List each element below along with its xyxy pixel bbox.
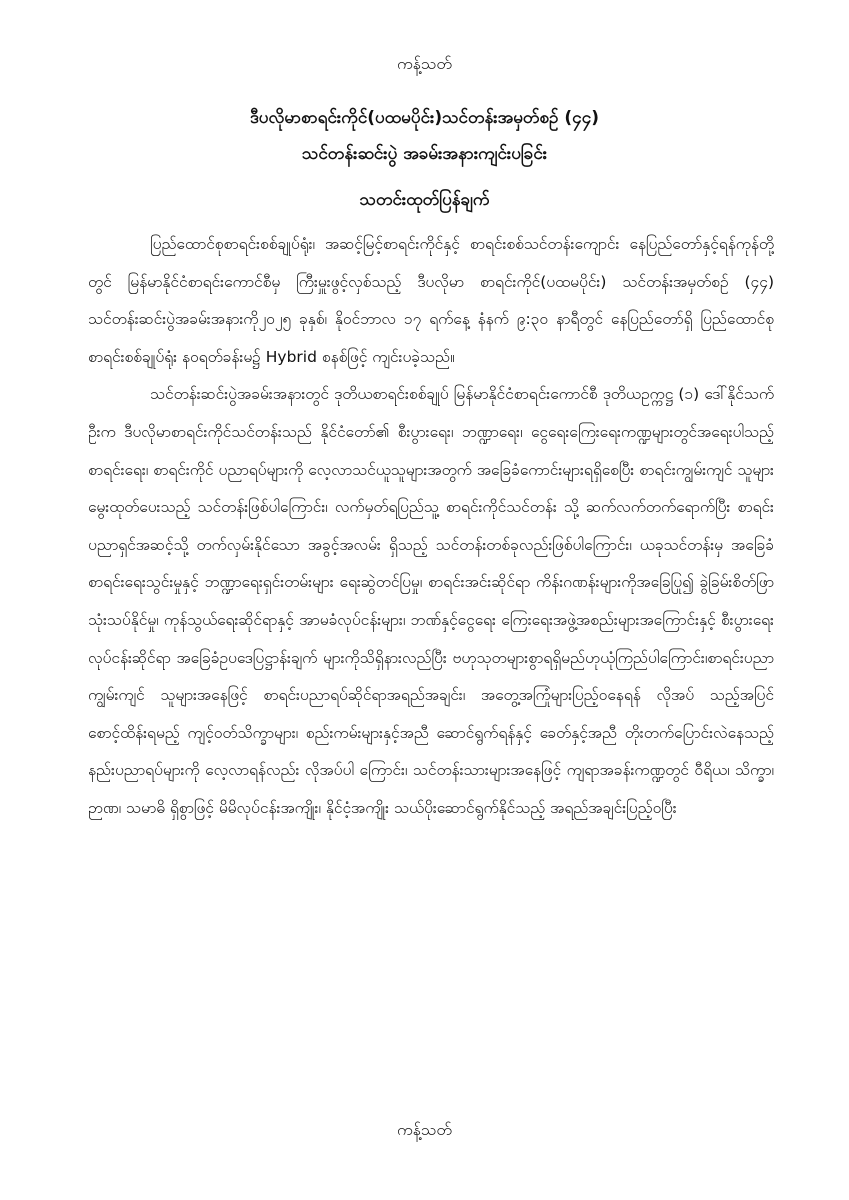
body-text (88, 226, 774, 828)
ceremony-title: သင်တန်းဆင်းပွဲ အခမ်းအနားကျင်းပခြင်း (301, 144, 548, 164)
press-release-heading: သတင်းထုတ်ပြန်ချက် (359, 190, 490, 210)
title-block (60, 100, 789, 218)
paragraph-2: သင်တန်းဆင်းပွဲအခမ်းအနားတွင် ဒုတိယစာရင်းစစ်ချုပ် မြန်မာနိုင်ငံစာရင်းကောင်စီ ဒုတိယဥက္ကဋ္ဌ (၁) ဒေါ်နိုင်သက်ဦးက ဒီပလိုမာစာရင်းကိုင်သင်တန်းသည် နိုင်ငံတော်၏ စီးပွားရေး၊ ဘဏ္ဍာရေး၊ ငွေရေးကြေးရေးကဏ္ဍများတွင်အရေးပါသည့် စာရင်းရေး၊ စာရင်းကိုင် ပညာရပ်များကို လေ့လာသင်ယူသူများအတွက် အခြေခံကောင်းများရရှိစေပြီး စာရင်းကျွမ်းကျင် သူများ မွေးထုတ်ပေးသည့် သင်တန်းဖြစ်ပါကြောင်း၊ လက်မှတ်ရပြည်သူ့ စာရင်းကိုင်သင်တန်း သို့ ဆက်လက်တက်ရောက်ပြီး စာရင်းပညာရှင်အဆင့်သို့ တက်လှမ်းနိုင်သော အခွင့်အလမ်း ရှိသည့် သင်တန်းတစ်ခုလည်းဖြစ်ပါကြောင်း၊ ယခုသင်တန်းမှ အခြေခံစာရင်းရေးသွင်းမှုနှင့် ဘဏ္ဍာရေးရှင်းတမ်းများ ရေးဆွဲတင်ပြမှု၊ စာရင်းအင်းဆိုင်ရာ ကိန်းဂဏန်းများကိုအခြေပြု၍ ခွဲခြမ်းစိတ်ဖြာသုံးသပ်နိုင်မှု၊ ကုန်သွယ်ရေးဆိုင်ရာနှင့် အာမခံလုပ်ငန်းများ၊ ဘဏ်နှင့်ငွေရေး ကြေးရေးအဖွဲ့အစည်းများအကြောင်းနှင့် စီးပွားရေးလုပ်ငန်းဆိုင်ရာ အခြေခံဥပဒေပြဋ္ဌာန်းချက် များကိုသိရှိနားလည်ပြီး ဗဟုသုတများစွာရရှိမည်ဟုယုံကြည်ပါကြောင်း၊စာရင်းပညာကျွမ်းကျင် သူများအနေဖြင့် စာရင်းပညာရပ်ဆိုင်ရာအရည်အချင်း၊ အတွေ့အကြုံများပြည့်ဝနေရန် လိုအပ် သည့်အပြင် စောင့်ထိန်းရမည့် ကျင့်ဝတ်သိက္ခာများ၊ စည်းကမ်းများနှင့်အညီ ဆောင်ရွက်ရန်နှင့် ခေတ်နှင့်အညီ တိုးတက်ပြောင်းလဲနေသည့် နည်းပညာရပ်များကို လေ့လာရန်လည်း လိုအပ်ပါ ကြောင်း၊ သင်တန်းသားများအနေဖြင့် ကျရာအခန်းကဏ္ဍတွင် ဝီရိယ၊ သိက္ခာ၊ ဉာဏ၊ သမာဓိ ရှိစွာဖြင့် မိမိလုပ်ငန်းအကျိုး၊ နိုင်ငံ့အကျိုး သယ်ပိုးဆောင်ရွက်နိုင်သည့် အရည်အချင်းပြည့်ဝပြီး (88, 385, 774, 817)
course-title: ဒီပလိုမာစာရင်းကိုင်(ပထမပိုင်း)သင်တန်းအမှတ်စဉ် (၄၄) (249, 108, 600, 128)
classification-footer: ကန့်သတ် (397, 1120, 452, 1139)
paragraph-1: ပြည်ထောင်စုစာရင်းစစ်ချုပ်ရုံး၊ အဆင့်မြင့်စာရင်းကိုင်နှင့် စာရင်းစစ်သင်တန်းကျောင်း နေပြည်တော်နှင့်ရန်ကုန်တို့တွင် မြန်မာနိုင်ငံစာရင်းကောင်စီမှ ကြီးမှူးဖွင့်လှစ်သည့် ဒီပလိုမာ စာရင်းကိုင်(ပထမပိုင်း) သင်တန်းအမှတ်စဉ် (၄၄) သင်တန်းဆင်းပွဲအခမ်းအနားကို၂၀၂၅ ခုနှစ်၊ နိုဝင်ဘာလ ၁၇ ရက်နေ့ နံနက် ၉:၃၀ နာရီတွင် နေပြည်တော်ရှိ ပြည်ထောင်စုစာရင်းစစ်ချုပ်ရုံး နဝရတ်ခန်းမ၌ Hybrid စနစ်ဖြင့် ကျင်းပခဲ့သည်။ (88, 235, 774, 366)
classification-header: ကန့်သတ် (397, 54, 452, 73)
